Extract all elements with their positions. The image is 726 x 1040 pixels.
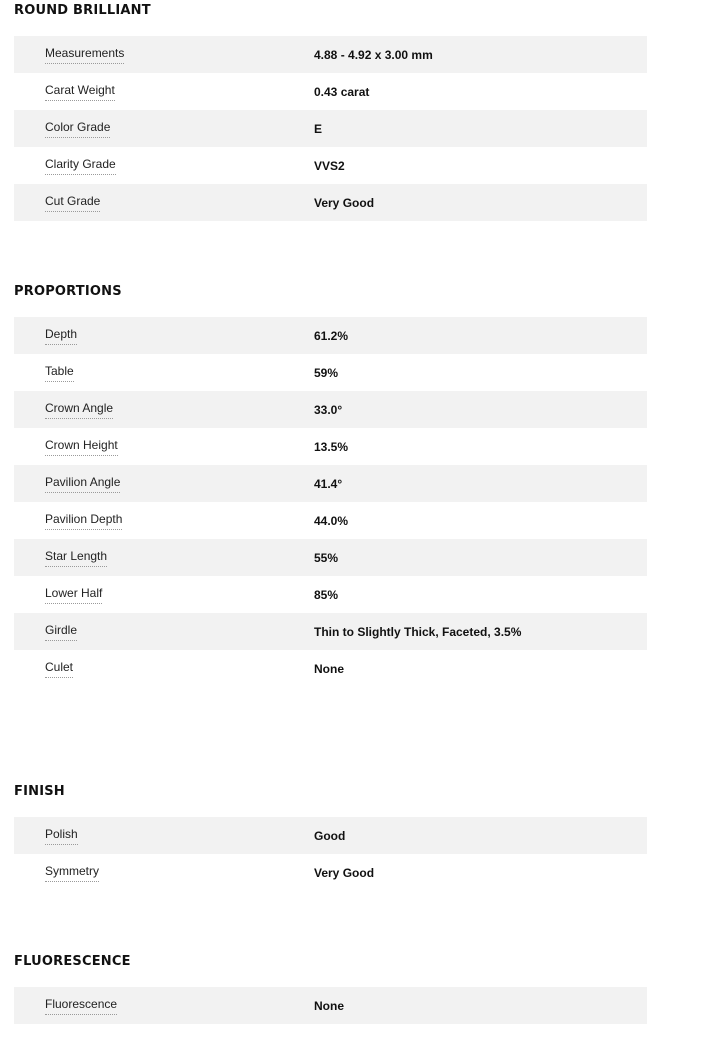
table-row [14,354,647,391]
proportions-table [14,317,647,687]
row-value: 0.43 carat [314,84,370,99]
row-value: 85% [314,587,339,602]
table-row [14,36,647,73]
table-row [14,147,647,184]
row-label[interactable]: Table [45,363,74,382]
row-label[interactable]: Depth [45,326,77,345]
row-value: 33.0° [314,402,343,417]
row-label[interactable]: Girdle [45,622,77,641]
table-row [14,73,647,110]
table-row [14,465,647,502]
table-row [14,539,647,576]
section-title: FLUORESCENCE [14,954,131,969]
section-round-brilliant [14,0,647,221]
row-value: Very Good [314,195,375,210]
row-label[interactable]: Fluorescence [45,996,117,1015]
row-label[interactable]: Star Length [45,548,107,567]
table-row [14,987,647,1024]
section-proportions [14,281,647,687]
finish-table [14,817,647,891]
row-label[interactable]: Lower Half [45,585,102,604]
row-value: 13.5% [314,439,349,454]
row-label[interactable]: Symmetry [45,863,99,882]
row-value: 61.2% [314,328,349,343]
table-row [14,613,647,650]
row-label[interactable]: Clarity Grade [45,156,116,175]
table-row [14,110,647,147]
table-row [14,502,647,539]
row-label[interactable]: Pavilion Angle [45,474,120,493]
section-title: PROPORTIONS [14,284,122,299]
row-label[interactable]: Cut Grade [45,193,100,212]
row-value: 44.0% [314,513,349,528]
table-row [14,317,647,354]
row-label[interactable]: Color Grade [45,119,110,138]
section-title: FINISH [14,784,65,799]
table-row [14,817,647,854]
row-label[interactable]: Measurements [45,45,124,64]
section-fluorescence [14,951,647,1024]
row-value: E [314,121,323,136]
row-value: Good [314,828,346,843]
grading-table [14,36,647,221]
fluorescence-table [14,987,647,1024]
row-value: 4.88 - 4.92 x 3.00 mm [314,47,433,62]
row-value: None [314,661,344,676]
row-value: 59% [314,365,339,380]
table-row [14,391,647,428]
table-row [14,650,647,687]
section-finish [14,781,647,891]
table-row [14,428,647,465]
row-label[interactable]: Culet [45,659,73,678]
row-value: 55% [314,550,339,565]
table-row [14,854,647,891]
row-value: VVS2 [314,158,345,173]
section-title: ROUND BRILLIANT [14,3,151,18]
row-value: Thin to Slightly Thick, Faceted, 3.5% [314,624,522,639]
row-label[interactable]: Crown Angle [45,400,113,419]
row-label[interactable]: Carat Weight [45,82,115,101]
row-value: None [314,998,344,1013]
table-row [14,184,647,221]
row-value: Very Good [314,865,375,880]
row-label[interactable]: Pavilion Depth [45,511,122,530]
row-label[interactable]: Polish [45,826,78,845]
row-label[interactable]: Crown Height [45,437,118,456]
row-value: 41.4° [314,476,343,491]
table-row [14,576,647,613]
